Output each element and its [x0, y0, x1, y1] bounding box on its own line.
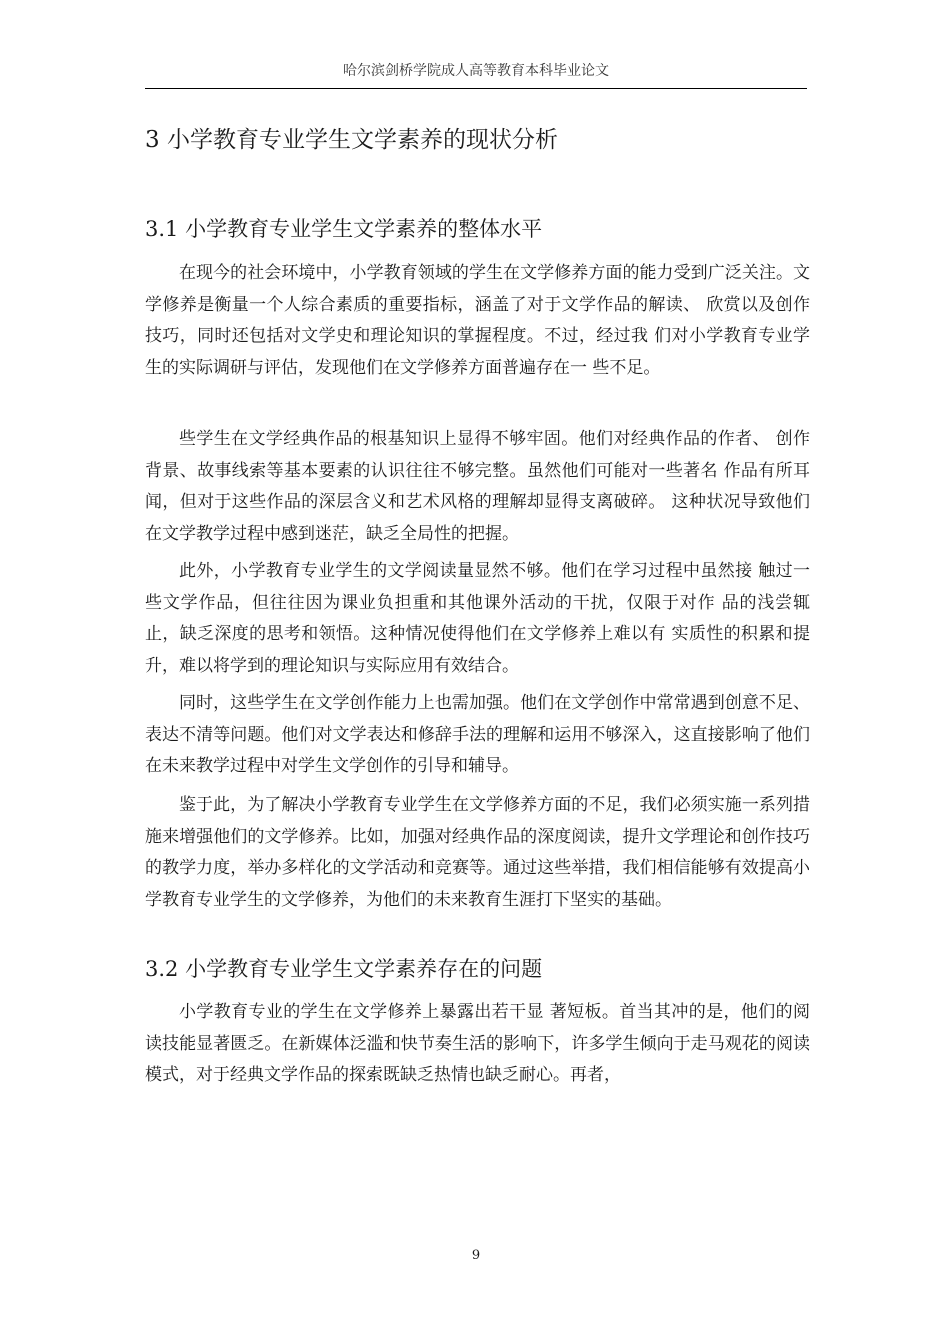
body-paragraph: 此外，小学教育专业学生的文学阅读量显然不够。他们在学习过程中虽然接 触过一些文学作品，但往往因为课业负担重和其他课外活动的干扰，仅限于对作 品的浅尝辄止，缺乏深度的思考和领悟。这种情况使得他们在文学修养上难以有 实质性的积累和提升，难以将学到的理论知识与实际应用有效结合。 [145, 561, 810, 676]
body-paragraph: 鉴于此，为了解决小学教育专业学生在文学修养方面的不足，我们必须实施一系列措施来增强他们的文学修养。比如，加强对经典作品的深度阅读，提升文学理论和创作技巧的教学力度，举办多样化的文学活动和竞赛等。通过这些举措，我们相信能够有效提高小学教育专业学生的文学修养，为他们的未来教育生涯打下坚实的基础。 [145, 795, 810, 910]
header-divider [145, 88, 807, 89]
body-paragraph: 些学生在文学经典作品的根基知识上显得不够牢固。他们对经典作品的作者、 创作背景、故事线索等基本要素的认识往往不够完整。虽然他们可能对一些著名 作品有所耳闻，但对于这些作品的深层含义和艺术风格的理解却显得支离破碎。 这种状况导致他们在文学教学过程中感到迷茫，缺乏全局性的把握。 [145, 429, 810, 544]
page-number: 9 [471, 1248, 481, 1263]
body-paragraph: 小学教育专业的学生在文学修养上暴露出若干显 著短板。首当其冲的是，他们的阅读技能显著匮乏。在新媒体泛滥和快节奏生活的影响下，许多学生倾向于走马观花的阅读模式，对于经典文学作品的探索既缺乏热情也缺乏耐心。再者， [145, 1002, 810, 1085]
body-paragraph: 同时，这些学生在文学创作能力上也需加强。他们在文学创作中常常遇到创意不足、表达不清等问题。他们对文学表达和修辞手法的理解和运用不够深入，这直接影响了他们在未来教学过程中对学生文学创作的引导和辅导。 [145, 693, 810, 776]
body-paragraph: 在现今的社会环境中，小学教育领域的学生在文学修养方面的能力受到广泛关注。文学修养是衡量一个人综合素质的重要指标，涵盖了对于文学作品的解读、 欣赏以及创作技巧，同时还包括对文学史和理论知识的掌握程度。不过，经过我 们对小学教育专业学生的实际调研与评估，发现他们在文学修养方面普遍存在一 些不足。 [145, 263, 810, 378]
section-heading-3-1: 3.1 小学教育专业学生文学素养的整体水平 [145, 217, 543, 241]
section-heading-3-2: 3.2 小学教育专业学生文学素养存在的问题 [145, 957, 543, 981]
chapter-heading: 3 小学教育专业学生文学素养的现状分析 [145, 127, 558, 153]
running-header: 哈尔滨剑桥学院成人高等教育本科毕业论文 [343, 63, 609, 79]
